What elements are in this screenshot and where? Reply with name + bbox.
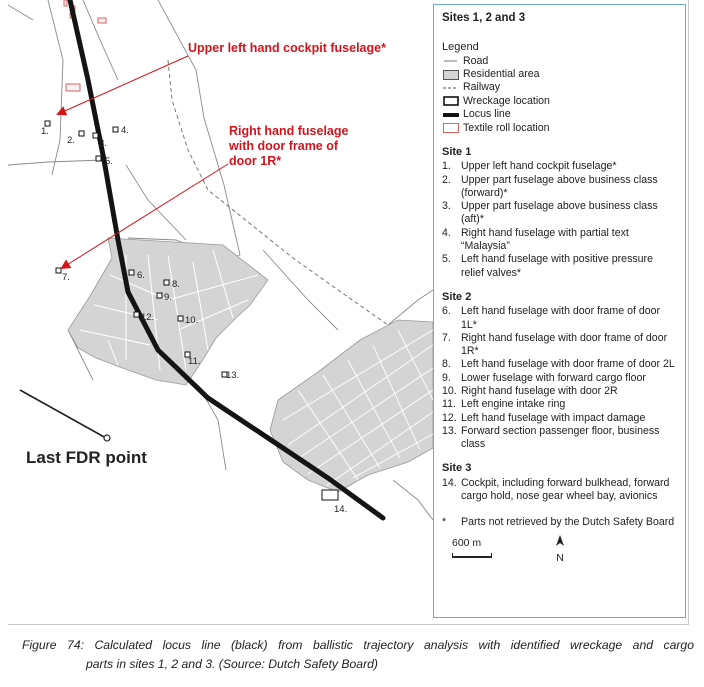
north-arrow-icon (555, 535, 565, 547)
item-text: Upper part fuselage above business class (forward)* (461, 173, 658, 199)
site-label-14: 14. (334, 504, 348, 515)
site-item (442, 398, 677, 411)
legend-item-wreckage (442, 95, 677, 108)
site-item (442, 412, 677, 425)
item-number: 12. (442, 411, 457, 424)
wreckage-marker-5 (96, 156, 101, 161)
item-number: 4. (442, 226, 451, 239)
site-label-5: 5. (105, 156, 113, 167)
site-2-title: Site 2 (442, 290, 472, 303)
item-text: Right hand fuselage with door frame of door 1R* (461, 331, 668, 358)
annotation-line: door 1R* (229, 154, 282, 168)
textile-roll-icon (442, 123, 459, 133)
scale-bar (442, 537, 677, 563)
site-label-7: 7. (62, 272, 70, 283)
road (83, 0, 118, 80)
footnote-text: Parts not retrieved by the Dutch Safety Board (461, 516, 675, 529)
railway-symbol-icon (442, 83, 459, 93)
site-item (442, 253, 677, 280)
site-item (442, 358, 677, 371)
item-text: Left hand fuselage with door frame of door 2L (461, 358, 675, 371)
legend-label: Wreckage location (463, 94, 550, 107)
site-item (442, 477, 677, 504)
item-number: 3. (442, 200, 451, 213)
site-label-8: 8. (172, 279, 180, 290)
wreckage-location-icon (442, 96, 459, 106)
item-number: 7. (442, 331, 451, 344)
wreckage-marker-14 (322, 490, 338, 500)
north-label: N (556, 551, 564, 564)
wreckage-marker-4 (113, 127, 118, 132)
road (263, 250, 338, 330)
wreckage-marker-6 (129, 270, 134, 275)
site-item (442, 425, 677, 452)
wreckage-marker-7 (56, 268, 61, 273)
legend-item-locus (442, 108, 677, 121)
footnote (442, 516, 677, 529)
site-label-13: 13. (226, 370, 240, 381)
item-text: Right hand fuselage with door 2R (461, 384, 618, 397)
wreckage-marker-8 (164, 280, 169, 285)
legend-item-road (442, 55, 677, 68)
site-item (442, 160, 677, 173)
legend-heading: Legend (442, 41, 479, 54)
site-label-6: 6. (137, 270, 145, 281)
annotation-right-hand-fuselage (228, 124, 352, 168)
legend-label: Road (463, 54, 489, 67)
item-text: Left hand fuselage with door frame of door 1L* (461, 305, 661, 331)
site-label-3: 3. (99, 138, 107, 149)
item-number: 8. (442, 358, 451, 371)
road (128, 0, 240, 260)
legend-label: Locus line (463, 108, 511, 121)
scale-line (452, 553, 492, 558)
site-label-1: 1. (41, 126, 49, 137)
site-label-9: 9. (164, 292, 172, 303)
item-text: Forward section passenger floor, business class (461, 424, 660, 451)
legend-item-railway (442, 81, 677, 94)
north-arrow (553, 535, 567, 566)
legend-item-residential (442, 68, 677, 81)
item-number: 6. (442, 305, 451, 318)
wreckage-marker-9 (157, 293, 162, 298)
item-number: 11. (442, 398, 456, 411)
annotation-line: Right hand fuselage (229, 124, 349, 138)
item-text: Cockpit, including forward bulkhead, forward cargo hold, nose gear wheel bay, avionics (461, 476, 670, 503)
residential-area-site-3 (270, 320, 433, 492)
annotation-upper-left-cockpit: Upper left hand cockpit fuselage* (188, 41, 386, 55)
scale-label: 600 m (452, 536, 482, 549)
road (126, 165, 186, 240)
last-fdr-point-label: Last FDR point (26, 448, 147, 467)
footnote-mark: * (442, 516, 447, 529)
item-number: 5. (442, 253, 451, 266)
site-3-title: Site 3 (442, 462, 472, 475)
site-label-12: 12. (141, 312, 155, 323)
road (388, 290, 433, 325)
wreckage-marker-12 (134, 312, 139, 317)
legend-title: Sites 1, 2 and 3 (442, 12, 526, 24)
fdr-track-line (20, 390, 106, 438)
site-item (442, 174, 677, 201)
item-text: Left hand fuselage with positive pressure relief valves* (461, 253, 653, 279)
legend-item-textile (442, 122, 677, 135)
road (8, 5, 33, 20)
site-item (442, 305, 677, 332)
item-number: 2. (442, 173, 451, 186)
item-number: 10. (442, 384, 457, 397)
site-item (442, 332, 677, 359)
item-text: Left hand fuselage with impact damage (461, 411, 646, 424)
item-number: 1. (442, 160, 451, 173)
site-label-11: 11. (188, 356, 201, 367)
figure-caption (22, 636, 694, 674)
wreckage-marker-10 (178, 316, 183, 321)
residential-area-icon (442, 70, 459, 80)
caption-line-2: parts in sites 1, 2 and 3. (Source: Dutch Safety Board) (86, 657, 378, 671)
site-item (442, 227, 677, 254)
item-text: Upper left hand cockpit fuselage* (461, 160, 617, 173)
legend-label: Residential area (463, 68, 540, 81)
item-text: Upper part fuselage above business class (aft)* (461, 200, 658, 226)
site-item (442, 200, 677, 227)
road (393, 480, 433, 520)
item-text: Left engine intake ring (461, 398, 566, 411)
item-number: 14. (442, 476, 457, 489)
legend-label: Railway (463, 81, 501, 94)
item-text: Right hand fuselage with partial text “Malaysia” (461, 226, 629, 253)
annotation-line: with door frame of (229, 139, 339, 153)
caption-line-1: Figure 74: Calculated locus line (black) from ballistic trajectory analysis with identified wreckage and cargo (22, 638, 694, 652)
site-item (442, 372, 677, 385)
site-label-10: 10. (185, 315, 199, 326)
site-label-4: 4. (121, 125, 129, 136)
road-symbol-icon (442, 56, 459, 66)
site-label-2: 2. (67, 135, 75, 146)
legend-panel (433, 4, 686, 618)
site-1-title: Site 1 (442, 145, 472, 158)
wreckage-marker-3 (93, 133, 98, 138)
locus-line-icon (442, 110, 459, 120)
last-fdr-point-marker (104, 435, 110, 441)
item-number: 13. (442, 424, 457, 437)
wreckage-marker-2 (79, 131, 84, 136)
legend-label: Textile roll location (463, 121, 550, 134)
site-item (442, 385, 677, 398)
item-text: Lower fuselage with forward cargo floor (461, 371, 646, 384)
road (48, 0, 63, 175)
item-number: 9. (442, 371, 451, 384)
